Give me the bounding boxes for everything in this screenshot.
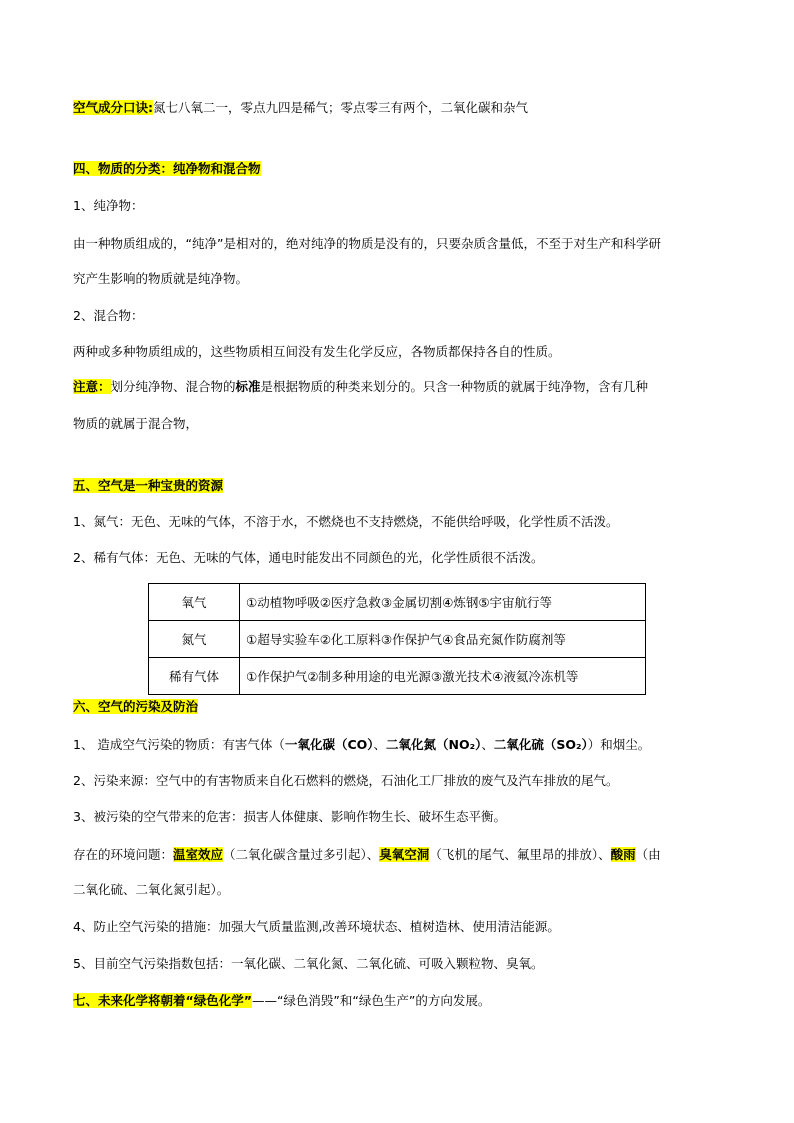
- nitrogen-item: 1、氮气：无色、无味的气体，不溶于水，不燃烧也不支持燃烧，不能供给呼吸，化学性质不活泼。: [73, 514, 619, 529]
- pollution-harm-item: 3、被污染的空气带来的危害：损害人体健康、影响作物生长、破坏生态平衡。: [73, 809, 506, 824]
- section4-heading-line: [73, 160, 261, 178]
- note-post: 是根据物质的种类来划分的。只含一种物质的就属于纯净物，含有几种: [260, 379, 649, 394]
- table-row: [149, 584, 646, 621]
- env-problems-line: [73, 846, 661, 864]
- env-text-2: （飞机的尾气、氟里昂的排放）、: [429, 847, 611, 862]
- pollutant-co: 一氧化碳（CO）: [284, 737, 374, 752]
- gas-name-cell: 稀有气体: [149, 658, 240, 695]
- note-bold: 标准: [235, 379, 261, 394]
- pollutant-sep-2: 、: [481, 737, 494, 752]
- note-line: [73, 378, 648, 396]
- gas-uses-cell: ①作保护气②制多种用途的电光源③激光技术④液氦冷冻机等: [240, 658, 646, 695]
- mnemonic-line: [73, 99, 528, 117]
- prevention-item: 4、防止空气污染的措施：加强大气质量监测,改善环境状态、植树造林、使用清洁能源。: [73, 919, 560, 934]
- section4-heading: 四、物质的分类：纯净物和混合物: [73, 161, 261, 176]
- pollutant-no2: 二氧化氮（NO₂）: [386, 737, 482, 752]
- env-text-3: （由: [635, 847, 661, 862]
- section7-line: [73, 992, 490, 1010]
- env-acid-rain: 酸雨: [610, 847, 636, 862]
- gas-uses-table: [148, 583, 646, 695]
- pollutant-sep-1: 、: [373, 737, 387, 752]
- mix-title: 2、混合物：: [73, 308, 144, 323]
- env-greenhouse: 温室效应: [173, 847, 224, 862]
- pollutant-so2: 二氧化硫（SO₂）: [493, 737, 588, 752]
- mnemonic-label: 空气成分口诀:: [73, 100, 153, 115]
- pollutants-item: [73, 736, 650, 754]
- gas-name-cell: 氧气: [149, 584, 240, 621]
- note-pre: 划分纯净物、混合物的: [110, 379, 236, 394]
- section7-text: ——“绿色消毁”和“绿色生产”的方向发展。: [251, 993, 491, 1008]
- gas-uses-cell: ①动植物呼吸②医疗急救③金属切割④炼钢⑤宇宙航行等: [240, 584, 646, 621]
- env-ozone: 臭氧空洞: [379, 847, 430, 862]
- env-text-1: （二氧化碳含量过多引起）、: [223, 847, 380, 862]
- pure-title: 1、纯净物：: [73, 198, 144, 213]
- section5-heading-line: [73, 477, 223, 495]
- noble-gas-item: 2、稀有气体：无色、无味的气体，通电时能发出不同颜色的光，化学性质很不活泼。: [73, 550, 544, 565]
- gas-name-cell: 氮气: [149, 621, 240, 658]
- pollution-source-item: 2、污染来源：空气中的有害物质来自化石燃料的燃烧，石油化工厂排放的废气及汽车排放的尾气。: [73, 773, 619, 788]
- section6-heading-line: [73, 698, 198, 716]
- section6-heading: 六、空气的污染及防治: [73, 699, 199, 714]
- table-row: [149, 621, 646, 658]
- section7-heading: 七、未来化学将朝着“绿色化学”: [73, 993, 252, 1008]
- pure-text-1: 由一种物质组成的，“纯净”是相对的，绝对纯净的物质是没有的，只要杂质含量低，不至于对生产和科学研: [73, 236, 661, 251]
- env-pre: 存在的环境问题：: [73, 847, 174, 862]
- pollutants-pre: 1、 造成空气污染的物质：有害气体（: [73, 737, 285, 752]
- gas-uses-cell: ①超导实验车②化工原料③作保护气④食品充氮作防腐剂等: [240, 621, 646, 658]
- section5-heading: 五、空气是一种宝贵的资源: [73, 478, 224, 493]
- note-label: 注意：: [73, 379, 111, 394]
- mnemonic-text: 氮七八氧二一，零点九四是稀气；零点零三有两个，二氧化碳和杂气: [153, 100, 529, 115]
- pure-text-2: 究产生影响的物质就是纯净物。: [73, 271, 249, 286]
- pollutants-post: ）和烟尘。: [587, 737, 651, 752]
- table-row: [149, 658, 646, 695]
- env-problems-line-2: 二氧化硫、二氧化氮引起）。: [73, 882, 230, 897]
- mix-text: 两种或多种物质组成的，这些物质相互间没有发生化学反应，各物质都保持各自的性质。: [73, 344, 561, 359]
- pollution-index-item: 5、目前空气污染指数包括：一氧化碳、二氧化氮、二氧化硫、可吸入颗粒物、臭氧。: [73, 956, 544, 971]
- note-line-2: 物质的就属于混合物，: [73, 416, 199, 431]
